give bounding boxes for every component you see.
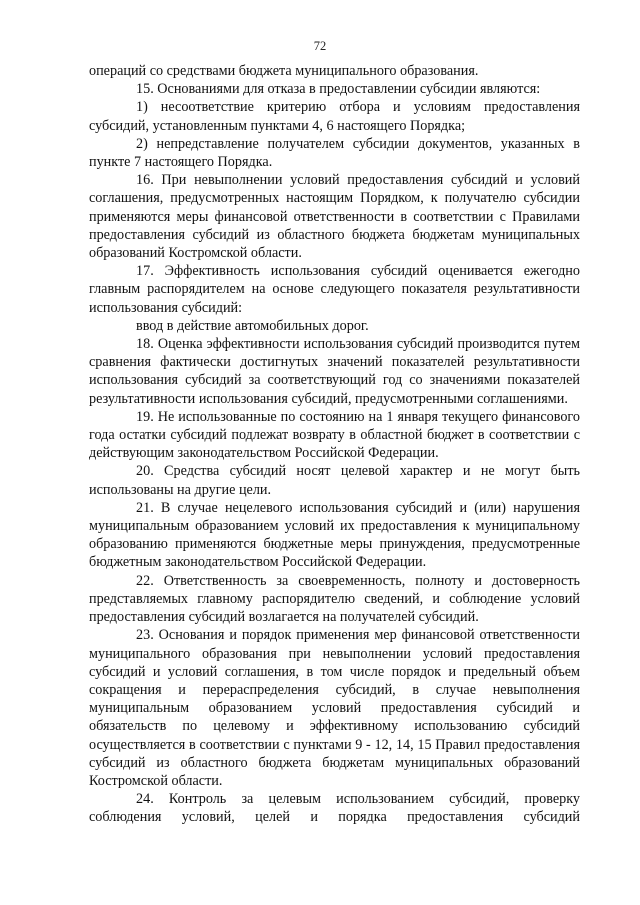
page-number: 72 bbox=[313, 39, 327, 53]
paragraph-23: 23. Основания и порядок применения мер финансовой ответственности муниципального образования при невыполнении условий предоставления субсидий и условий соглашения, в том числе порядок и предельный объем сокращения и перераспределения субсидий, в случае невыполнения муниципальным образованием условий предоставления субсидий и обязательств по целевому и эффективному использованию субсидий осуществляется в соответствии с пунктами 9 - 12, 14, 15 Правил предоставления субсидий из областного бюджета бюджетам муниципальных образований Костромской области. bbox=[89, 627, 580, 789]
paragraph-24: 24. Контроль за целевым использованием субсидий, проверку соблюдения условий, целей и порядка предоставления субсидий bbox=[89, 791, 580, 826]
document-body bbox=[89, 62, 580, 827]
paragraph-15-item-1: 1) несоответствие критерию отбора и условиям предоставления субсидий, установленным пунктами 4, 6 настоящего Порядка; bbox=[89, 99, 580, 134]
paragraph-16: 16. При невыполнении условий предоставления субсидий и условий соглашения, предусмотренных настоящим Порядком, к получателю субсидии применяются меры финансовой ответственности в соответствии с Правилами предоставления субсидий из областного бюджета бюджетам муниципальных образований Костромской области. bbox=[89, 172, 580, 262]
paragraph-17: 17. Эффективность использования субсидий оценивается ежегодно главным распорядителем на основе следующего показателя результативности использования субсидий: bbox=[89, 263, 580, 316]
paragraph-continuation: операций со средствами бюджета муниципального образования. bbox=[89, 63, 479, 79]
paragraph-21: 21. В случае нецелевого использования субсидий и (или) нарушения муниципальным образованием условий их предоставления к муниципальному образованию применяются бюджетные меры принуждения, предусмотренные бюджетным законодательством Российской Федерации. bbox=[89, 499, 580, 571]
paragraph-20: 20. Средства субсидий носят целевой характер и не могут быть использованы на другие цели. bbox=[89, 463, 580, 498]
paragraph-15-item-2: 2) непредставление получателем субсидии документов, указанных в пункте 7 настоящего Порядка. bbox=[89, 135, 580, 171]
paragraph-22: 22. Ответственность за своевременность, полноту и достоверность представляемых главному распорядителю сведений, и соблюдение условий предоставления субсидий возлагается на получателей субсидий. bbox=[89, 572, 580, 626]
paragraph-18: 18. Оценка эффективности использования субсидий производится путем сравнения фактически достигнутых значений показателей результативности использования субсидий за соответствующий год со значениями показателей результативности использования субсидий, предусмотренными соглашениями. bbox=[89, 336, 580, 407]
paragraph-19: 19. Не использованные по состоянию на 1 января текущего финансового года остатки субсидий подлежат возврату в областной бюджет в соответствии с действующим законодательством Российской Федерации. bbox=[89, 408, 580, 462]
paragraph-15: 15. Основаниями для отказа в предоставлении субсидии являются: bbox=[136, 81, 541, 98]
paragraph-17-indicator: ввод в действие автомобильных дорог. bbox=[136, 317, 369, 334]
